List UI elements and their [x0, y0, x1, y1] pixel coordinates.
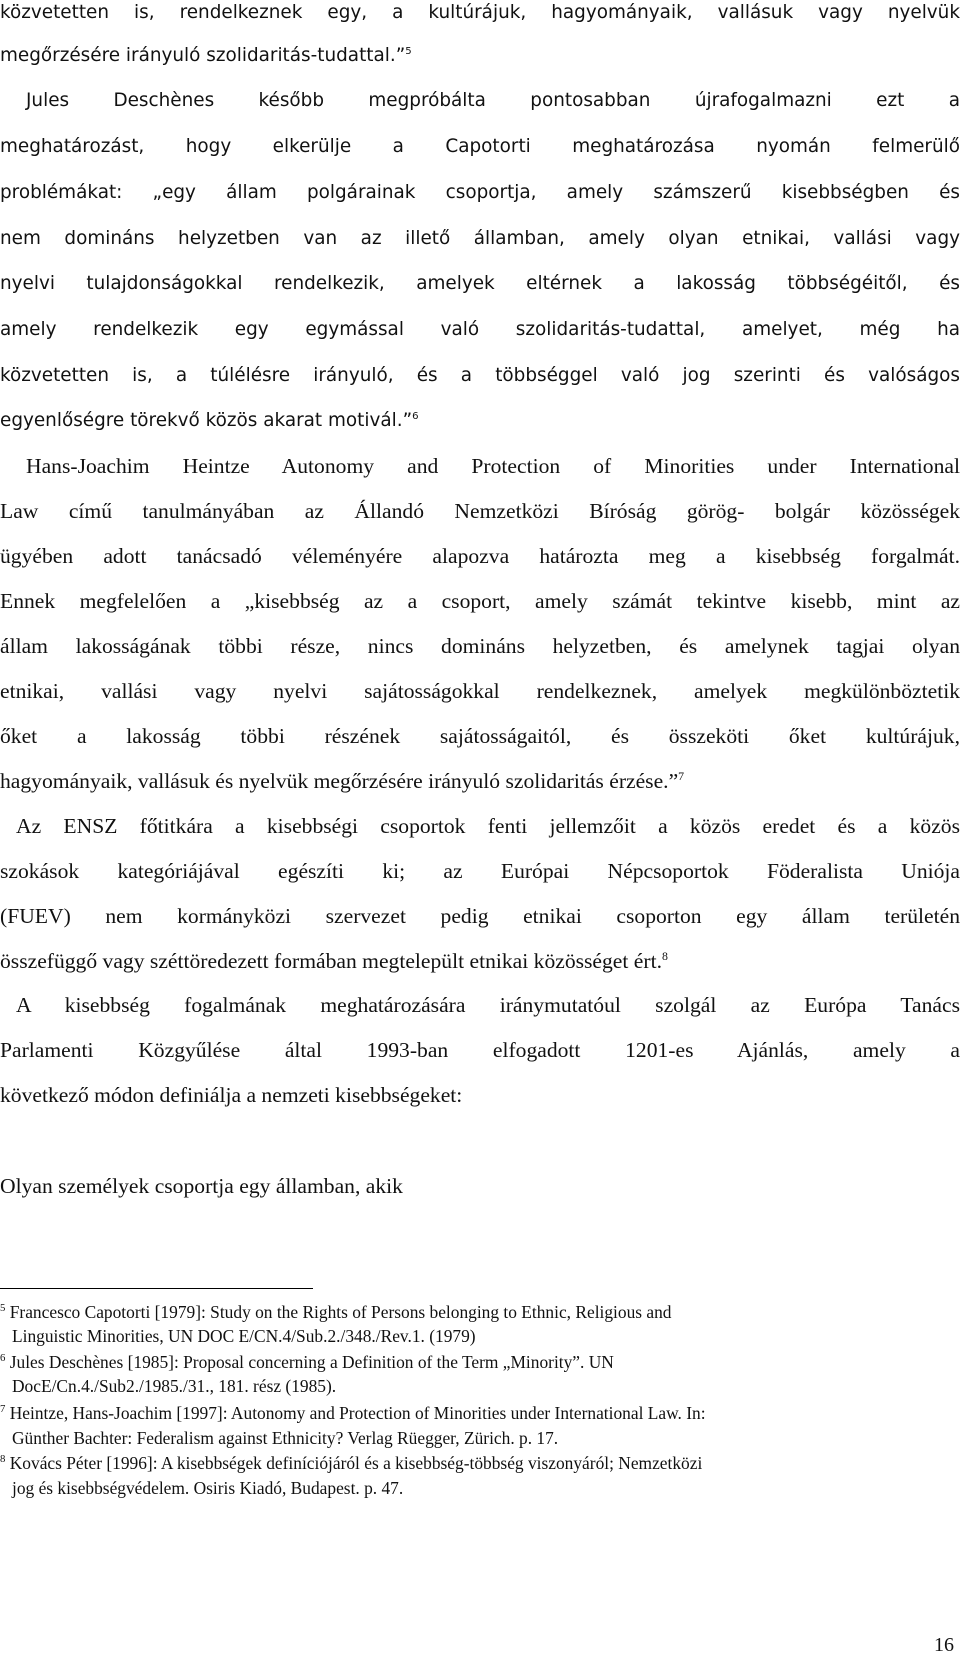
- text-line: etnikai, vallási vagy nyelvi sajátosságokkal rendelkeznek, amelyek megkülönböztetik: [0, 679, 960, 703]
- text-line: meghatározást, hogy elkerülje a Capotorti meghatározása nyomán felmerülő: [0, 136, 960, 157]
- text-line: őket a lakosság többi részének sajátosságaitól, és összeköti őket kultúrájuk,: [0, 724, 960, 748]
- text-line: Parlamenti Közgyűlése által 1993-ban elfogadott 1201-es Ajánlás, amely a: [0, 1038, 960, 1062]
- text-span: összefüggő vagy széttöredezett formában megtelepült etnikai közösséget ért.: [0, 949, 662, 973]
- text-line: amely rendelkezik egy egymással való szolidaritás-tudattal, amelyet, még ha: [0, 319, 960, 340]
- text-line: problémákat: „egy állam polgárainak csoportja, amely számszerű kisebbségben és: [0, 182, 960, 203]
- footnote-8: [0, 1453, 960, 1474]
- footnote-ref[interactable]: 6: [412, 410, 419, 422]
- text-span: megőrzésére irányuló szolidaritás-tudattal.”: [0, 45, 406, 66]
- text-line: [0, 949, 960, 974]
- footnote-number: 6: [0, 1352, 6, 1365]
- text-span: egyenlőségre törekvő közös akarat motivál.”: [0, 410, 413, 431]
- footnote-7: [0, 1403, 960, 1424]
- text-line: közvetetten is, rendelkeznek egy, a kultúrájuk, hagyományaik, vallásuk vagy nyelvük: [0, 2, 960, 23]
- footnote-text: Jules Deschènes [1985]: Proposal concerning a Definition of the Term „Minority”. UN: [9, 1352, 614, 1372]
- footnote-ref[interactable]: 8: [661, 948, 668, 963]
- text-line: Az ENSZ főtitkára a kisebbségi csoportok fenti jellemzőit a közös eredet és a közös: [16, 814, 960, 838]
- text-line: Law című tanulmányában az Állandó Nemzetközi Bíróság görög- bolgár közösségek: [0, 499, 960, 523]
- footnote-number: 5: [0, 1302, 6, 1315]
- text-line: közvetetten is, a túlélésre irányuló, és a többséggel való jog szerinti és valóságos: [0, 365, 960, 386]
- text-line: (FUEV) nem kormányközi szervezet pedig etnikai csoporton egy állam területén: [0, 904, 960, 928]
- text-line: [0, 410, 960, 431]
- footnote-ref[interactable]: 5: [405, 45, 412, 57]
- footnote-text: jog és kisebbségvédelem. Osiris Kiadó, Budapest. p. 47.: [12, 1478, 404, 1498]
- footnote-5: [0, 1302, 960, 1323]
- footnote-separator: [0, 1288, 313, 1289]
- footnote-text: Francesco Capotorti [1979]: Study on the Rights of Persons belonging to Ethnic, Religious and: [9, 1302, 672, 1322]
- text-line: állam lakosságának többi része, nincs domináns helyzetben, és amelynek tagjai olyan: [0, 634, 960, 658]
- text-line: nem domináns helyzetben van az illető államban, amely olyan etnikai, vallási vagy: [0, 228, 960, 249]
- footnote-text: Heintze, Hans-Joachim [1997]: Autonomy and Protection of Minorities under International Law. In:: [9, 1403, 706, 1423]
- footnote-text: DocE/Cn.4./Sub2./1985./31., 181. rész (1985).: [12, 1376, 337, 1396]
- text-line: szokások kategóriájával egészíti ki; az Európai Népcsoportok Föderalista Uniója: [0, 859, 960, 883]
- text-line: [0, 769, 960, 794]
- page-number: 16: [934, 1634, 954, 1656]
- footnote-text: Linguistic Minorities, UN DOC E/CN.4/Sub.2./348./Rev.1. (1979): [12, 1326, 476, 1346]
- text-line: ügyében adott tanácsadó véleményére alapozva határozta meg a kisebbség forgalmát.: [0, 544, 960, 568]
- footnote-text: Günther Bachter: Federalism against Ethnicity? Verlag Rüegger, Zürich. p. 17.: [12, 1428, 559, 1448]
- text-line: Ennek megfelelően a „kisebbség az a csoport, amely számát tekintve kisebb, mint az: [0, 589, 960, 613]
- text-line: következő módon definiálja a nemzeti kisebbségeket:: [0, 1083, 463, 1107]
- footnote-text: Kovács Péter [1996]: A kisebbségek definíciójáról és a kisebbség-többség viszonyáról; Nemzetközi: [9, 1453, 703, 1473]
- footnote-6: [0, 1352, 960, 1373]
- text-line: Olyan személyek csoportja egy államban, akik: [0, 1174, 403, 1198]
- text-line: [0, 45, 960, 66]
- text-line: A kisebbség fogalmának meghatározására iránymutatóul szolgál az Európa Tanács: [16, 993, 960, 1017]
- footnote-number: 8: [0, 1453, 6, 1466]
- text-line: nyelvi tulajdonságokkal rendelkezik, amelyek eltérnek a lakosság többségéitől, és: [0, 273, 960, 294]
- footnote-number: 7: [0, 1403, 6, 1416]
- text-span: hagyományaik, vallásuk és nyelvük megőrzésére irányuló szolidaritás érzése.”: [0, 769, 679, 793]
- footnote-ref[interactable]: 7: [678, 768, 685, 783]
- text-line: Hans-Joachim Heintze Autonomy and Protection of Minorities under International: [26, 454, 960, 478]
- text-line: Jules Deschènes később megpróbálta pontosabban újrafogalmazni ezt a: [26, 90, 960, 111]
